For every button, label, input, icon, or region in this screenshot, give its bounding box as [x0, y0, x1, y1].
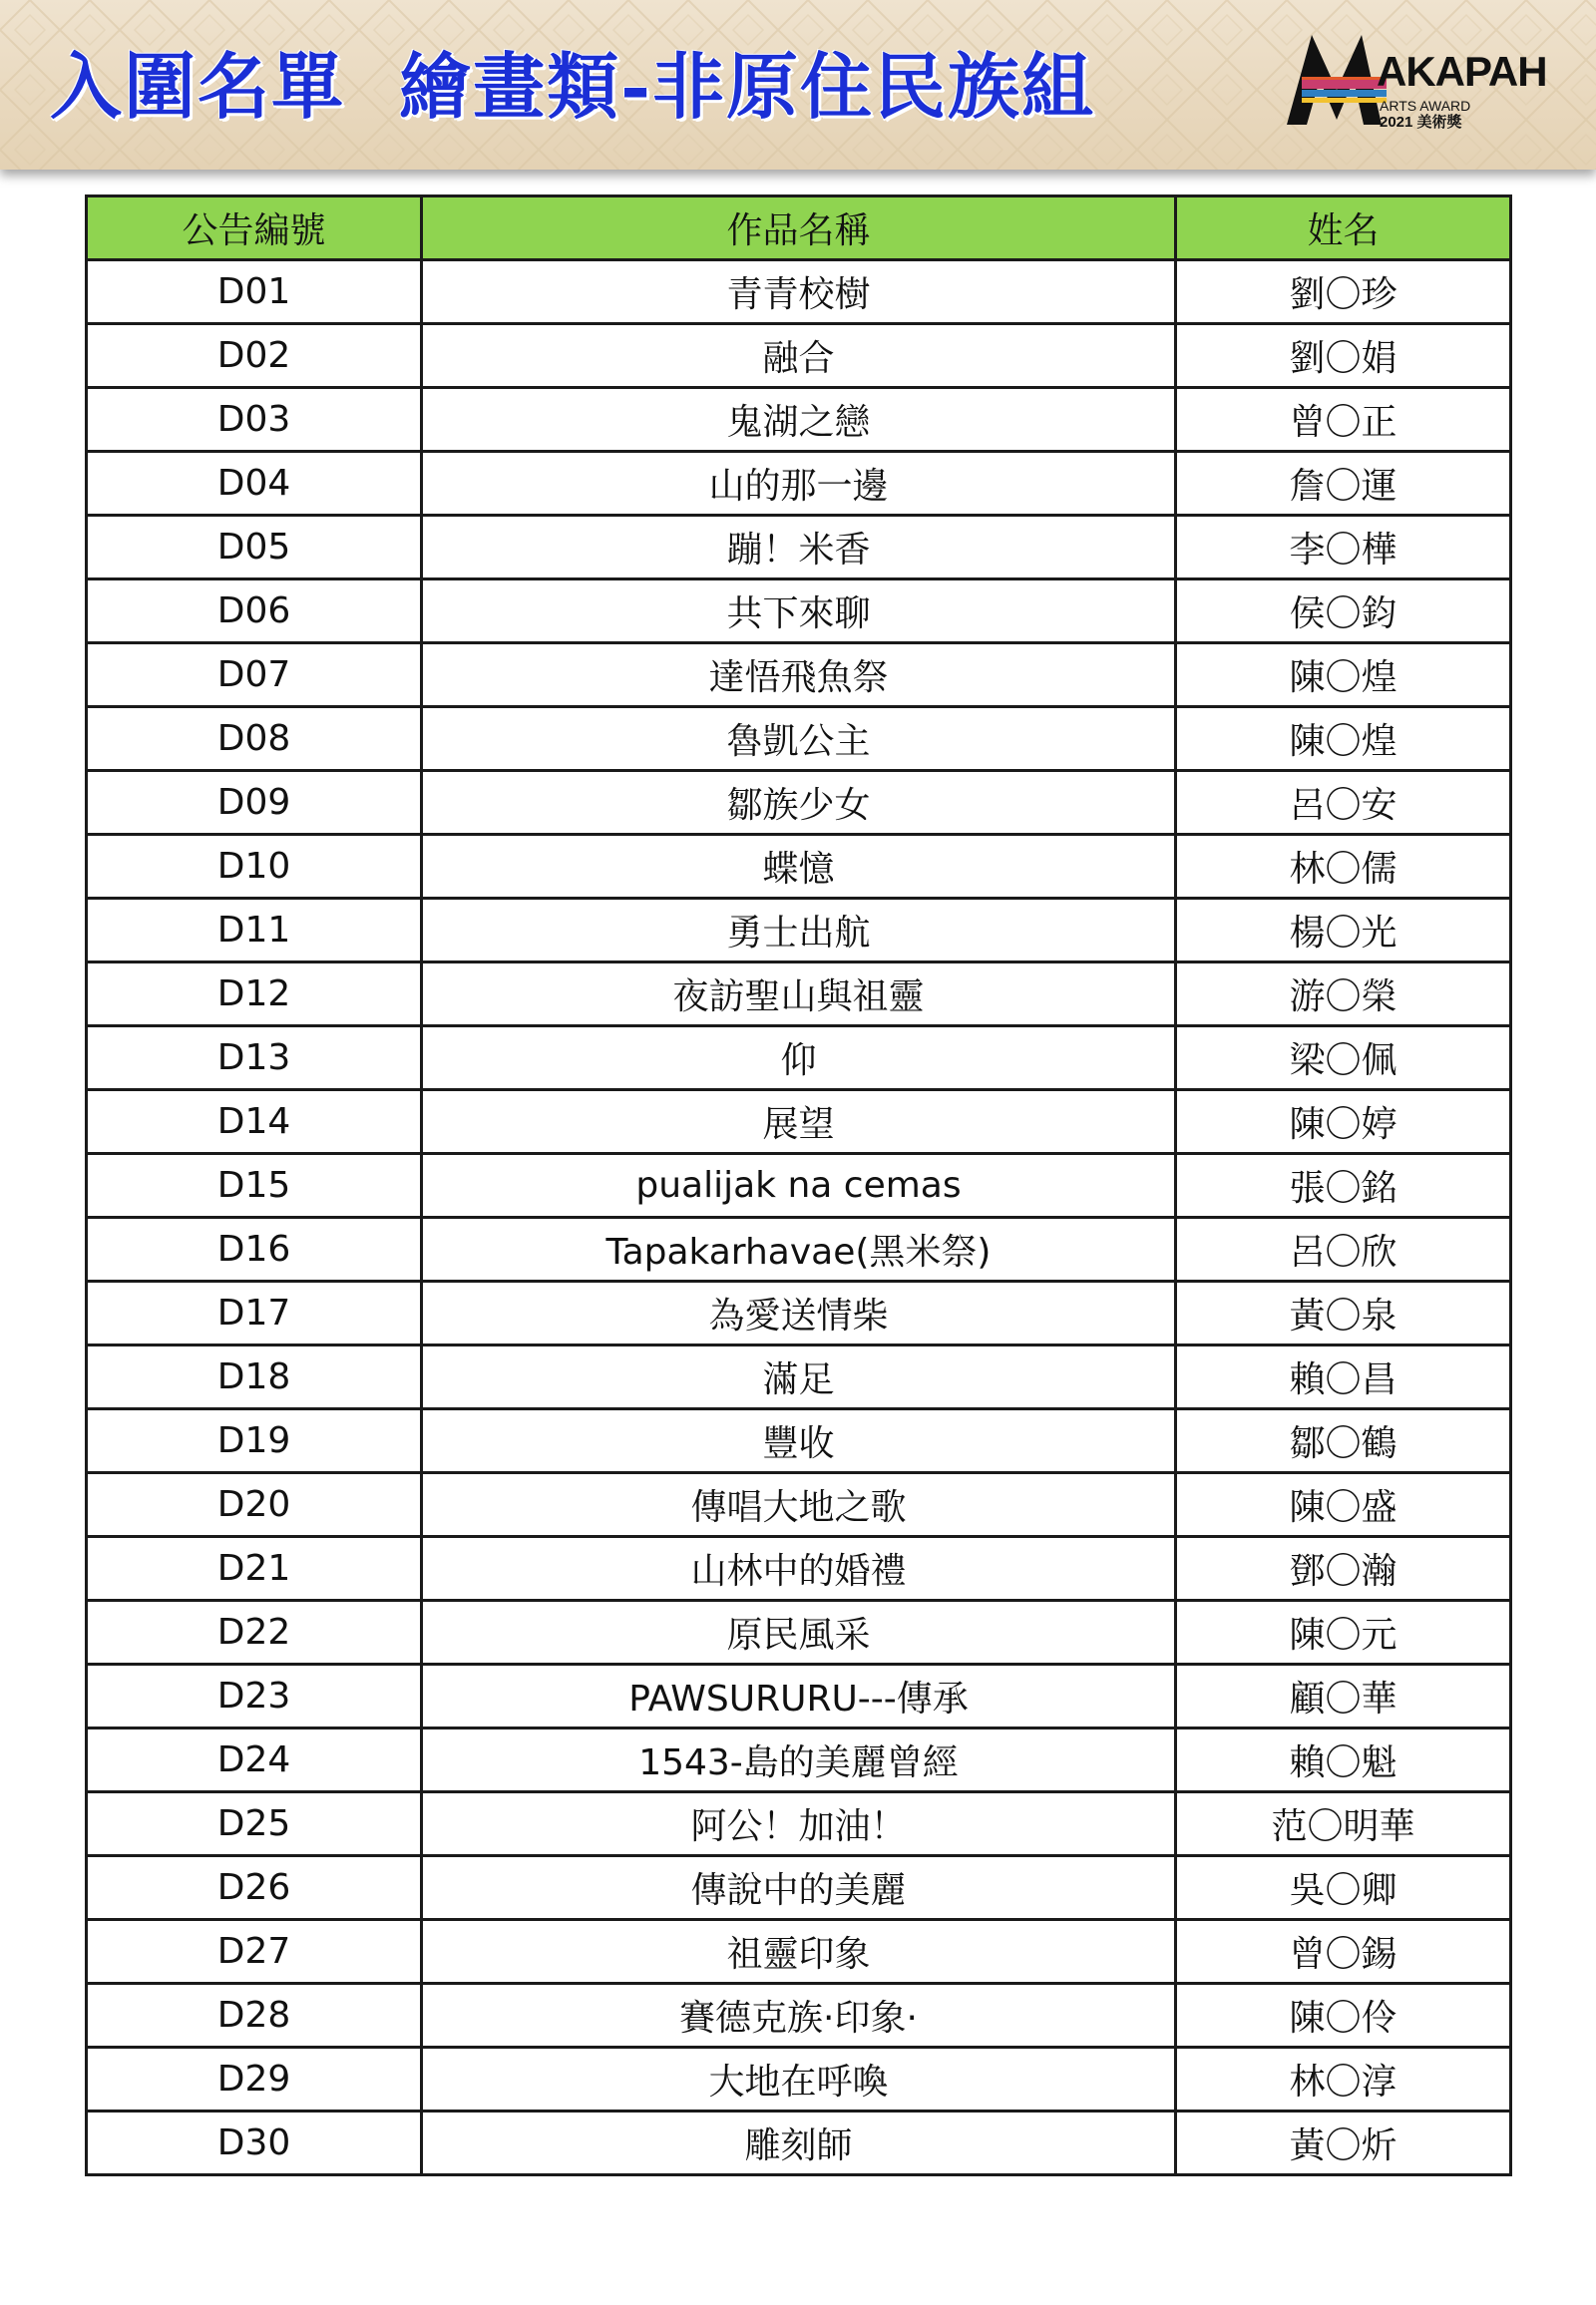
cell-title: 為愛送情柴 [422, 1282, 1176, 1345]
cell-id: D13 [87, 1026, 422, 1090]
cell-id: D15 [87, 1154, 422, 1218]
cell-title: 蝶憶 [422, 835, 1176, 899]
table-row [87, 643, 1511, 707]
cell-id: D20 [87, 1473, 422, 1537]
cell-title: pualijak na cemas [422, 1154, 1176, 1218]
cell-id: D29 [87, 2048, 422, 2112]
cell-name: 李〇樺 [1176, 516, 1511, 579]
cell-title: 夜訪聖山與祖靈 [422, 962, 1176, 1026]
cell-name: 林〇淳 [1176, 2048, 1511, 2112]
table-row [87, 962, 1511, 1026]
cell-title: 勇士出航 [422, 899, 1176, 962]
cell-title: 豐收 [422, 1409, 1176, 1473]
cell-name: 鄧〇瀚 [1176, 1537, 1511, 1601]
cell-title: 賽德克族·印象· [422, 1984, 1176, 2048]
cell-name: 劉〇珍 [1176, 260, 1511, 324]
cell-name: 范〇明華 [1176, 1792, 1511, 1856]
cell-title: 山林中的婚禮 [422, 1537, 1176, 1601]
cell-title: 共下來聊 [422, 579, 1176, 643]
page-header [0, 0, 1596, 170]
cell-id: D04 [87, 452, 422, 516]
table-row [87, 1537, 1511, 1601]
cell-id: D18 [87, 1345, 422, 1409]
cell-id: D14 [87, 1090, 422, 1154]
cell-id: D05 [87, 516, 422, 579]
table-row [87, 1090, 1511, 1154]
cell-id: D03 [87, 388, 422, 452]
cell-title: 雕刻師 [422, 2112, 1176, 2175]
cell-title: 融合 [422, 324, 1176, 388]
cell-title: 傳唱大地之歌 [422, 1473, 1176, 1537]
cell-title: Tapakarhavae(黑米祭) [422, 1218, 1176, 1282]
cell-name: 陳〇元 [1176, 1601, 1511, 1665]
table-row [87, 1345, 1511, 1409]
table-row [87, 2112, 1511, 2175]
cell-title: 魯凱公主 [422, 707, 1176, 771]
cell-title: 青青校樹 [422, 260, 1176, 324]
table-row [87, 1026, 1511, 1090]
cell-id: D25 [87, 1792, 422, 1856]
cell-name: 陳〇煌 [1176, 643, 1511, 707]
cell-title: 阿公！加油！ [422, 1792, 1176, 1856]
table-row [87, 835, 1511, 899]
cell-id: D22 [87, 1601, 422, 1665]
table-row [87, 579, 1511, 643]
cell-id: D17 [87, 1282, 422, 1345]
cell-id: D01 [87, 260, 422, 324]
cell-name: 陳〇盛 [1176, 1473, 1511, 1537]
cell-name: 陳〇婷 [1176, 1090, 1511, 1154]
cell-name: 曾〇錫 [1176, 1920, 1511, 1984]
table-row [87, 1729, 1511, 1792]
cell-id: D10 [87, 835, 422, 899]
cell-name: 賴〇魁 [1176, 1729, 1511, 1792]
finalists-table [85, 194, 1512, 2176]
page-title: 入圍名單 繪畫類-非原住民族組 [50, 44, 1096, 129]
table-row [87, 1920, 1511, 1984]
table-row [87, 1282, 1511, 1345]
cell-id: D02 [87, 324, 422, 388]
cell-name: 吳〇卿 [1176, 1856, 1511, 1920]
table-header-row [87, 196, 1511, 260]
logo-wordmark: AKAPAH [1377, 48, 1547, 95]
cell-title: 1543-島的美麗曾經 [422, 1729, 1176, 1792]
cell-id: D11 [87, 899, 422, 962]
cell-name: 黃〇泉 [1176, 1282, 1511, 1345]
cell-title: 原民風采 [422, 1601, 1176, 1665]
column-header-title: 作品名稱 [422, 196, 1176, 260]
table-row [87, 1856, 1511, 1920]
makapah-logo [1282, 30, 1551, 140]
cell-title: 展望 [422, 1090, 1176, 1154]
cell-name: 陳〇煌 [1176, 707, 1511, 771]
table-row [87, 1984, 1511, 2048]
cell-name: 黃〇炘 [1176, 2112, 1511, 2175]
table-row [87, 1473, 1511, 1537]
logo-year: 2021 美術獎 [1380, 114, 1462, 131]
cell-name: 劉〇娟 [1176, 324, 1511, 388]
cell-name: 陳〇伶 [1176, 1984, 1511, 2048]
cell-id: D28 [87, 1984, 422, 2048]
cell-id: D09 [87, 771, 422, 835]
cell-name: 曾〇正 [1176, 388, 1511, 452]
table-row [87, 1154, 1511, 1218]
table-row [87, 1665, 1511, 1729]
table-row [87, 260, 1511, 324]
cell-title: PAWSURURU---傳承 [422, 1665, 1176, 1729]
cell-title: 滿足 [422, 1345, 1176, 1409]
cell-title: 鬼湖之戀 [422, 388, 1176, 452]
column-header-id: 公告編號 [87, 196, 422, 260]
cell-id: D08 [87, 707, 422, 771]
cell-name: 楊〇光 [1176, 899, 1511, 962]
cell-name: 梁〇佩 [1176, 1026, 1511, 1090]
cell-title: 祖靈印象 [422, 1920, 1176, 1984]
cell-title: 鄒族少女 [422, 771, 1176, 835]
cell-id: D16 [87, 1218, 422, 1282]
cell-name: 賴〇昌 [1176, 1345, 1511, 1409]
table-row [87, 1218, 1511, 1282]
cell-title: 達悟飛魚祭 [422, 643, 1176, 707]
table-row [87, 516, 1511, 579]
logo-subtitle: ARTS AWARD [1380, 98, 1471, 114]
cell-title: 山的那一邊 [422, 452, 1176, 516]
cell-id: D21 [87, 1537, 422, 1601]
table-row [87, 1601, 1511, 1665]
cell-id: D23 [87, 1665, 422, 1729]
cell-name: 林〇儒 [1176, 835, 1511, 899]
cell-name: 侯〇鈞 [1176, 579, 1511, 643]
table-row [87, 388, 1511, 452]
cell-id: D27 [87, 1920, 422, 1984]
cell-id: D24 [87, 1729, 422, 1792]
cell-name: 顧〇華 [1176, 1665, 1511, 1729]
table-row [87, 1792, 1511, 1856]
cell-id: D07 [87, 643, 422, 707]
makapah-logo-mark [1282, 30, 1392, 140]
cell-name: 呂〇欣 [1176, 1218, 1511, 1282]
cell-title: 傳說中的美麗 [422, 1856, 1176, 1920]
cell-title: 蹦！米香 [422, 516, 1176, 579]
cell-title: 仰 [422, 1026, 1176, 1090]
cell-name: 鄒〇鶴 [1176, 1409, 1511, 1473]
column-header-name: 姓名 [1176, 196, 1511, 260]
table-row [87, 771, 1511, 835]
table-row [87, 2048, 1511, 2112]
cell-id: D19 [87, 1409, 422, 1473]
cell-title: 大地在呼喚 [422, 2048, 1176, 2112]
cell-name: 張〇銘 [1176, 1154, 1511, 1218]
cell-id: D12 [87, 962, 422, 1026]
cell-name: 呂〇安 [1176, 771, 1511, 835]
cell-id: D26 [87, 1856, 422, 1920]
cell-name: 詹〇運 [1176, 452, 1511, 516]
cell-id: D30 [87, 2112, 422, 2175]
cell-name: 游〇榮 [1176, 962, 1511, 1026]
table-row [87, 452, 1511, 516]
table-row [87, 899, 1511, 962]
cell-id: D06 [87, 579, 422, 643]
table-row [87, 324, 1511, 388]
table-row [87, 707, 1511, 771]
table-row [87, 1409, 1511, 1473]
